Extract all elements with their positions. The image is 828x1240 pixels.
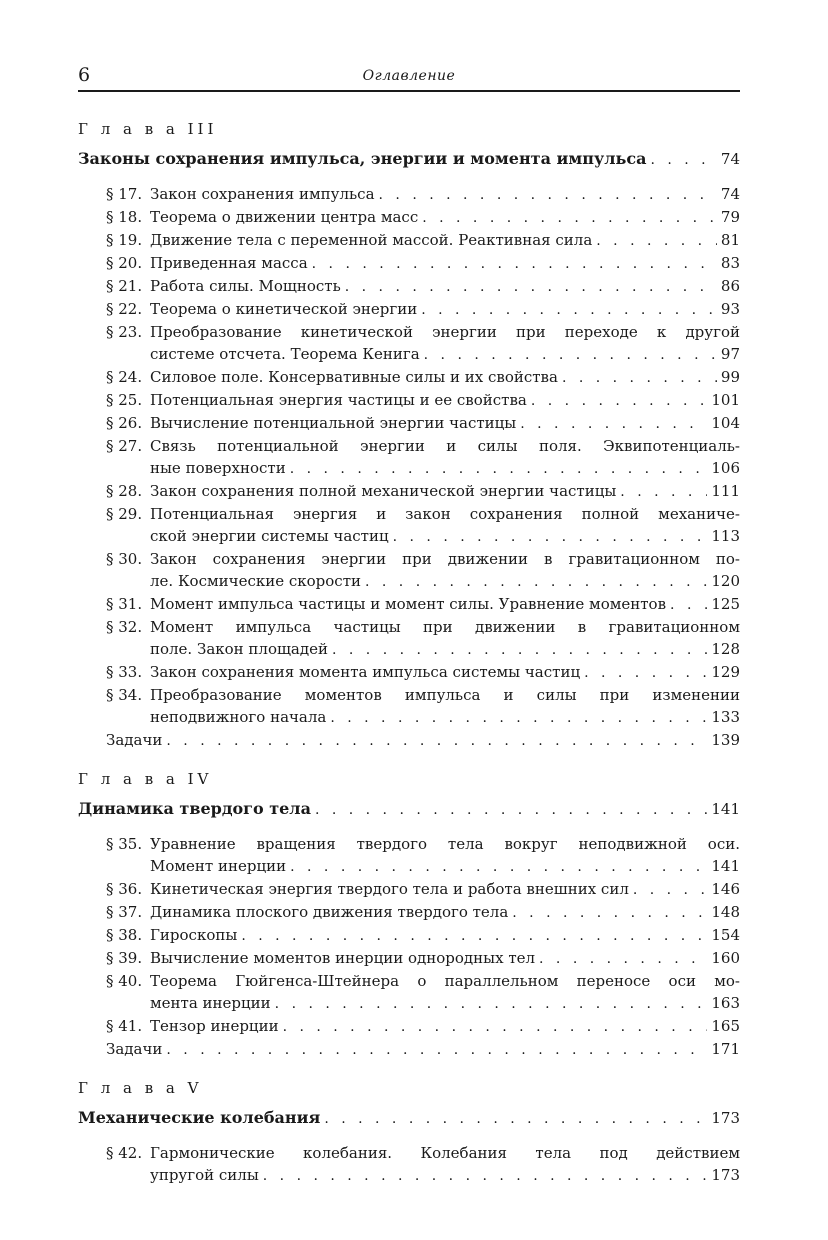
section-number: § 29. [106,505,143,523]
dot-leader [330,707,707,729]
section-number: § 32. [106,618,143,636]
section-number: § 35. [106,835,143,853]
dot-leader [393,526,708,548]
section-number: § 23. [106,323,143,341]
entry-page-number: 106 [711,459,740,477]
entry-page-number: 79 [720,208,740,226]
entry-title-line: Теорема Гюйгенса-Штейнера о параллельном переносе оси мо- [150,972,740,990]
section-number: § 40. [106,972,143,990]
section-number: § 41. [106,1017,143,1035]
section-number: § 18. [106,208,143,226]
entry-title: поле. Закон площадей [150,640,328,658]
toc-entry[interactable] [78,901,740,924]
entry-title: Потенциальная энергия частицы и ее свойства [150,391,527,409]
dot-leader [365,571,707,593]
entry-page-number: 139 [711,731,740,749]
dot-leader [539,948,707,970]
dot-leader [312,253,717,275]
chapter-label: Г л а в а III [78,120,218,138]
entry-title: Вычисление моментов инерции однородных тел [150,949,536,967]
toc-entry[interactable] [78,252,740,275]
entry-title: Силовое поле. Консервативные силы и их свойства [150,368,558,386]
entry-page-number: 148 [711,903,740,921]
entry-title-line: Закон сохранения энергии при движении в гравитационном по- [150,550,740,568]
entry-title: системе отсчета. Теорема Кенига [150,345,420,363]
entry-title: Движение тела с переменной массой. Реактивная сила [150,231,593,249]
entry-page-number: 171 [711,1040,740,1058]
dot-leader [670,594,707,616]
entry-title-line: Связь потенциальной энергии и силы поля. Эквипотенциаль- [150,437,740,455]
dot-leader [166,1039,707,1061]
entry-page-number: 133 [711,708,740,726]
dot-leader [275,993,708,1015]
toc-entry[interactable] [78,833,740,878]
entry-title: Момент импульса частицы и момент силы. Уравнение моментов [150,595,667,613]
entry-page-number: 160 [711,949,740,967]
section-number: § 20. [106,254,143,272]
entry-page-number: 101 [711,391,740,409]
entry-title: Закон сохранения импульса [150,185,375,203]
section-number: § 39. [106,949,143,967]
chapter-section [78,768,740,1061]
chapter-page-number: 141 [711,800,740,818]
dot-leader [315,799,707,821]
toc-entry[interactable] [78,1142,740,1187]
entry-title: неподвижного начала [150,708,327,726]
entry-page-number: 165 [711,1017,740,1035]
problems-entry[interactable] [78,1038,740,1061]
entry-title: Закон сохранения момента импульса системы частиц [150,663,581,681]
dot-leader [241,925,707,947]
toc-entry[interactable] [78,947,740,970]
section-number: § 25. [106,391,143,409]
page-header [78,64,740,92]
chapter-title: Законы сохранения импульса, энергии и момента импульса [78,149,647,168]
toc-entry[interactable] [78,435,740,480]
toc-entry[interactable] [78,366,740,389]
entry-page-number: 99 [720,368,740,386]
toc-entry[interactable] [78,970,740,1015]
toc-entry[interactable] [78,321,740,366]
running-title: Оглавление [362,68,456,84]
dot-leader [263,1165,708,1187]
toc-entry[interactable] [78,229,740,252]
table-of-contents [78,118,740,1203]
entry-page-number: 74 [720,185,740,203]
dot-leader [562,367,717,389]
entry-page-number: 128 [711,640,740,658]
toc-entry[interactable] [78,298,740,321]
chapter-title-entry[interactable] [78,1107,740,1130]
section-number: § 22. [106,300,143,318]
page-number: 6 [78,64,91,86]
entry-page-number: 173 [711,1166,740,1184]
section-number: § 21. [106,277,143,295]
chapter-title-entry[interactable] [78,148,740,171]
chapter-label: Г л а в а V [78,1079,203,1097]
entry-page-number: 129 [711,663,740,681]
entry-title: Теорема о движении центра масс [150,208,419,226]
entry-title: Задачи [106,1040,163,1058]
entry-title-line: Момент импульса частицы при движении в гравитационном [150,618,740,636]
entry-page-number: 97 [720,345,740,363]
toc-entry[interactable] [78,480,740,503]
dot-leader [650,149,716,171]
dot-leader [324,1108,707,1130]
entry-title: упругой силы [150,1166,259,1184]
toc-entry[interactable] [78,684,740,729]
section-number: § 34. [106,686,143,704]
section-number: § 37. [106,903,143,921]
dot-leader [283,1016,708,1038]
entry-title-line: Гармонические колебания. Колебания тела под действием [150,1144,740,1162]
dot-leader [512,902,707,924]
entry-page-number: 125 [711,595,740,613]
entry-title-line: Преобразование моментов импульса и силы при изменении [150,686,740,704]
entry-page-number: 113 [711,527,740,545]
entry-title: Задачи [106,731,163,749]
toc-entry[interactable] [78,275,740,298]
dot-leader [620,481,707,503]
chapter-title: Динамика твердого тела [78,799,311,818]
dot-leader [584,662,707,684]
dot-leader [531,390,707,412]
toc-entry[interactable] [78,183,740,206]
section-number: § 36. [106,880,143,898]
dot-leader [345,276,717,298]
dot-leader [379,184,717,206]
entry-title: Приведенная масса [150,254,308,272]
entry-page-number: 146 [711,880,740,898]
dot-leader [332,639,707,661]
toc-entry[interactable] [78,593,740,616]
entry-page-number: 86 [720,277,740,295]
chapter-page-number: 173 [711,1109,740,1127]
entry-title: ской энергии системы частиц [150,527,389,545]
entry-title: Гироскопы [150,926,238,944]
dot-leader [290,458,708,480]
section-number: § 30. [106,550,143,568]
dot-leader [424,344,717,366]
section-number: § 26. [106,414,143,432]
entry-title: ле. Космические скорости [150,572,361,590]
dot-leader [633,879,708,901]
chapter-title: Механические колебания [78,1108,321,1127]
entry-title: Тензор инерции [150,1017,279,1035]
entry-title: Закон сохранения полной механической энергии частицы [150,482,617,500]
chapter-section [78,118,740,752]
chapter-page-number: 74 [720,150,740,168]
section-number: § 28. [106,482,143,500]
dot-leader [166,730,707,752]
entry-title-line: Потенциальная энергия и закон сохранения полной механиче- [150,505,740,523]
section-number: § 24. [106,368,143,386]
section-number: § 27. [106,437,143,455]
entry-page-number: 154 [711,926,740,944]
toc-entry[interactable] [78,924,740,947]
section-number: § 17. [106,185,143,203]
entry-title: Теорема о кинетической энергии [150,300,418,318]
toc-entry[interactable] [78,661,740,684]
section-number: § 33. [106,663,143,681]
entry-page-number: 163 [711,994,740,1012]
section-number: § 31. [106,595,143,613]
chapter-section [78,1077,740,1187]
toc-entry[interactable] [78,412,740,435]
section-number: § 38. [106,926,143,944]
entry-title: ные поверхности [150,459,286,477]
dot-leader [596,230,717,252]
section-number: § 42. [106,1144,143,1162]
entry-page-number: 83 [720,254,740,272]
problems-entry[interactable] [78,729,740,752]
dot-leader [422,207,717,229]
toc-entry[interactable] [78,878,740,901]
chapter-label: Г л а в а IV [78,770,213,788]
toc-entry[interactable] [78,389,740,412]
entry-title: Динамика плоского движения твердого тела [150,903,509,921]
section-number: § 19. [106,231,143,249]
toc-entry[interactable] [78,503,740,548]
toc-entry[interactable] [78,548,740,593]
chapter-title-entry[interactable] [78,798,740,821]
dot-leader [290,856,707,878]
entry-title-line: Уравнение вращения твердого тела вокруг неподвижной оси. [150,835,740,853]
entry-page-number: 120 [711,572,740,590]
entry-page-number: 104 [711,414,740,432]
entry-title: Работа силы. Мощность [150,277,341,295]
entry-page-number: 111 [711,482,740,500]
entry-title: Кинетическая энергия твердого тела и работа внешних сил [150,880,629,898]
entry-page-number: 81 [720,231,740,249]
dot-leader [421,299,717,321]
entry-page-number: 93 [720,300,740,318]
toc-entry[interactable] [78,1015,740,1038]
toc-entry[interactable] [78,206,740,229]
entry-title-line: Преобразование кинетической энергии при переходе к другой [150,323,740,341]
dot-leader [520,413,707,435]
entry-title: мента инерции [150,994,271,1012]
toc-entry[interactable] [78,616,740,661]
entry-title: Вычисление потенциальной энергии частицы [150,414,517,432]
entry-title: Момент инерции [150,857,287,875]
entry-page-number: 141 [711,857,740,875]
